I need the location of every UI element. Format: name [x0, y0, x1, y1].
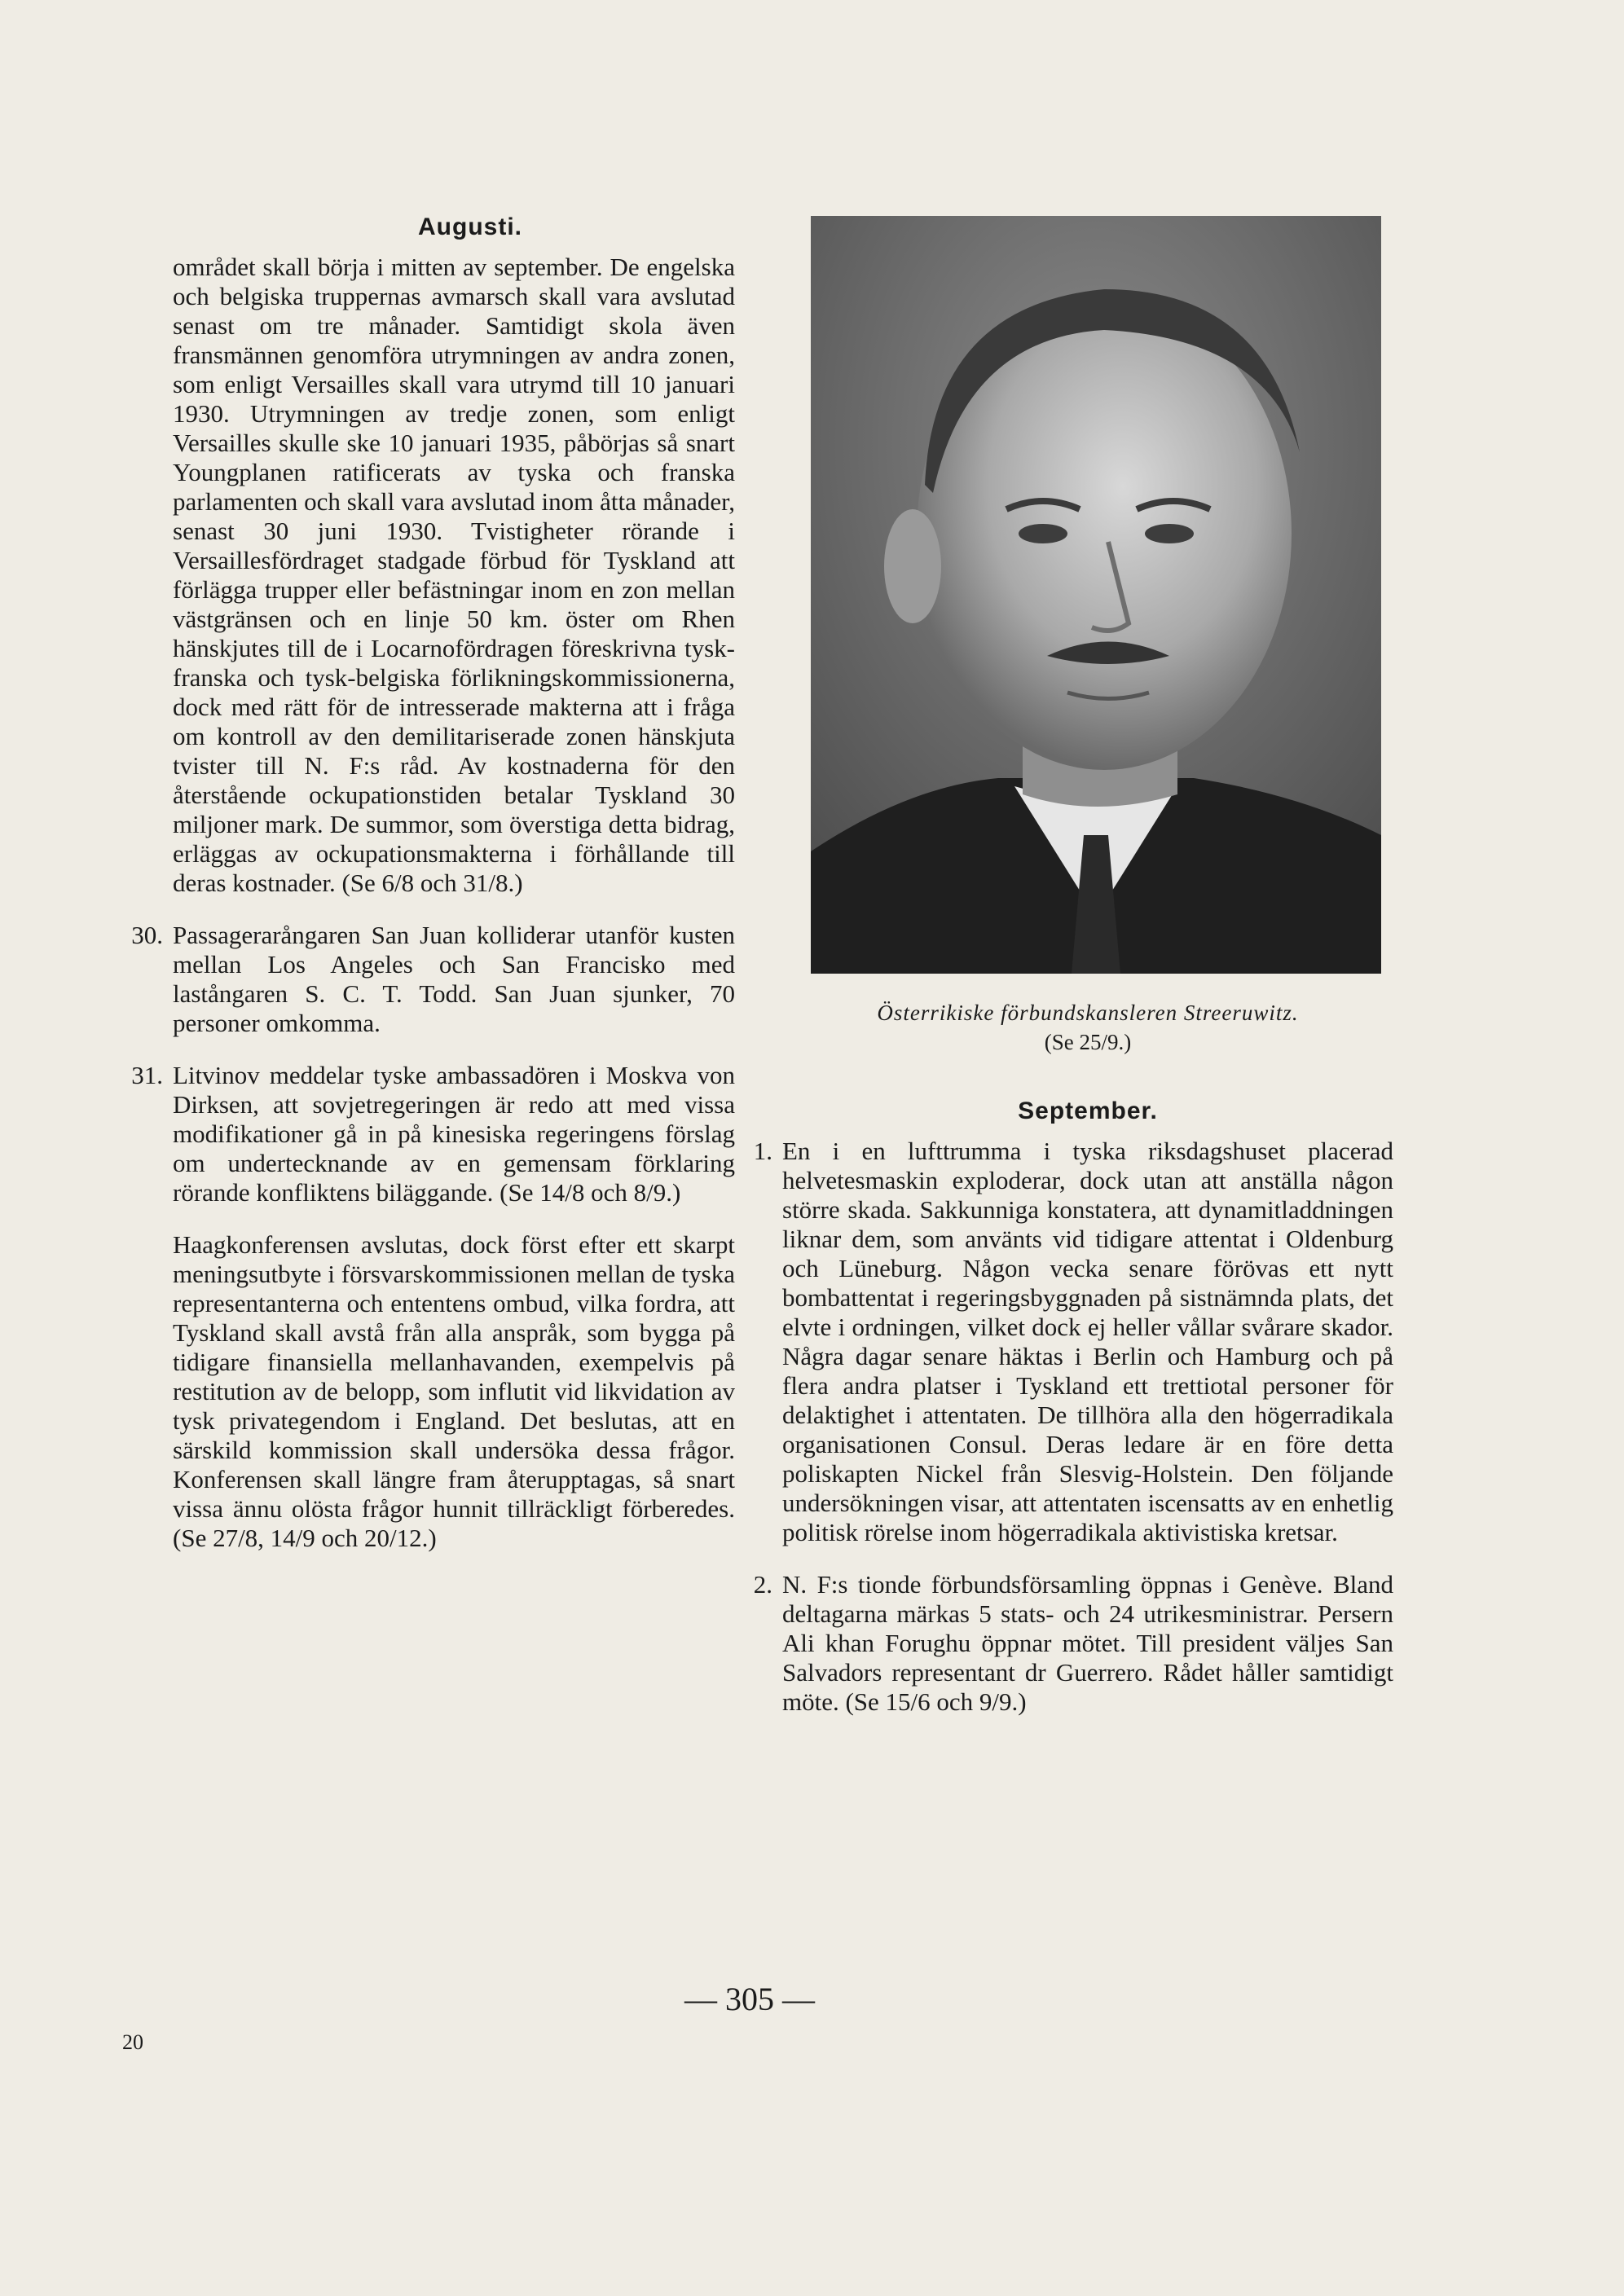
augusti-intro-paragraph: området skall börja i mitten av september. De engelska och belgiska truppernas avmarsch skall vara avslutad senast om tre månader. Samtidigt skola även fransmännen genomföra utrymningen av andra zonen, som enligt Versailles skall vara utrymd till 10 januari 1930. Utrymningen av tredje zonen, som enligt Versailles skulle ske 10 januari 1935, påbörjas så snart Youngplanen ratificerats av tyska och franska parlamenten och skall vara avslutad inom åtta månader, senast 30 juni 1930. Tvistigheter rörande i Versaillesfördraget stadgade förbud för Tyskland att förlägga trupper eller befästningar inom en zon mellan västgränsen och en linje 50 km. öster om Rhen hänskjutes till de i Locarnofördragen föreskrivna tysk-franska och tysk-belgiska förlikningskommissionerna, dock med rätt för de intresserade makterna att i fråga om kontroll av den demilitariserade zonen hänskjuta tvister till N. F:s råd. Av kostnaderna för den återstående ockupationstiden betalar Tyskland 30 miljoner mark. De summor, som överstiga detta bidrag, erläggas av ockupationsmakterna i förhållande till deras kostnader. (Se 6/8 och 31/8.)	[173, 253, 735, 897]
entry-sep-1	[753, 1137, 1393, 1547]
heading-september: September.	[1018, 1097, 1158, 1124]
entry-number: 2.	[753, 1570, 772, 1599]
entry-text: En i en lufttrumma i tyska riksdagshuset placerad helvetesmaskin exploderar, dock utan att anställa någon större skada. Sakkunniga konstatera, att dynamitladdningen liknar dem, som använts vid tidigare attentat i Oldenburg och Lüneburg. Någon vecka senare förövas ett nytt bombattentat i regeringsbyggnaden på sistnämnda plats, det elvte i ordningen, vilket dock ej heller vållar svårare skador. Några dagar senare häktas i Berlin och Hamburg och på flera andra platser i Tyskland ett trettiotal personer för delaktighet i attentaten. De tillhöra alla den högerradikala organisationen Consul. Deras ledare är en före detta poliskapten Nickel från Slesvig-Holstein. Den följande undersökningen visar, att attentaten iscensatts av en enhetlig politisk rörelse inom högerradikala aktivistiska kretsar.	[782, 1137, 1393, 1546]
entry-aug-31-haag	[173, 1230, 735, 1553]
entry-text: Litvinov meddelar tyske ambassadören i Moskva von Dirksen, att sovjetregeringen är redo att med vissa modifikationer gå in på kinesiska regeringens förslag om undertecknande av en gemensam förklaring rörande konfliktens biläggande. (Se 14/8 och 8/9.)	[173, 1061, 735, 1207]
portrait-photo	[811, 216, 1381, 974]
page-number: — 305 —	[684, 1981, 815, 2017]
entry-aug-31	[131, 1061, 735, 1207]
portrait-illustration	[811, 216, 1381, 974]
caption-title: Österrikiske förbundskansleren Streeruwitz.	[877, 1001, 1299, 1025]
signature-mark: 20	[122, 2030, 143, 2054]
entry-text: Haagkonferensen avslutas, dock först efter ett skarpt meningsutbyte i försvarskommissionen mellan de tyska representanterna och ententens ombud, vilka fordra, att Tyskland skall avstå från alla anspråk, som bygga på tidigare finansiella mellanhavanden, exempelvis på restitution av de belopp, som influtit vid likvidation av tysk privategendom i England. Det beslutas, att en särskild kommission skall undersöka dessa frågor. Konferensen skall längre fram återupptagas, så snart vissa ännu olösta frågor hunnit tillräckligt förberedes. (Se 27/8, 14/9 och 20/12.)	[173, 1230, 735, 1552]
caption-reference: (Se 25/9.)	[1044, 1030, 1132, 1054]
photo-caption	[782, 998, 1393, 1057]
entry-text: N. F:s tionde förbundsförsamling öppnas i Genève. Bland deltagarna märkas 5 stats- och 24 utrikesministrar. Persern Ali khan Forughu öppnar mötet. Till president väljes San Salvadors representant dr Guerrero. Rådet håller samtidigt möte. (Se 15/6 och 9/9.)	[782, 1570, 1393, 1716]
entry-number: 30.	[131, 921, 163, 949]
entry-number: 31.	[131, 1061, 163, 1089]
entry-text: Passagerarångaren San Juan kolliderar utanför kusten mellan Los Angeles och San Francisko med lastångaren S. C. T. Todd. San Juan sjunker, 70 personer omkomma.	[173, 921, 735, 1037]
entry-sep-2	[753, 1570, 1393, 1717]
left-column	[131, 213, 735, 1553]
september-section	[753, 1097, 1393, 1717]
heading-augusti: Augusti.	[418, 213, 522, 240]
entry-aug-30	[131, 921, 735, 1038]
entry-number: 1.	[753, 1137, 772, 1165]
